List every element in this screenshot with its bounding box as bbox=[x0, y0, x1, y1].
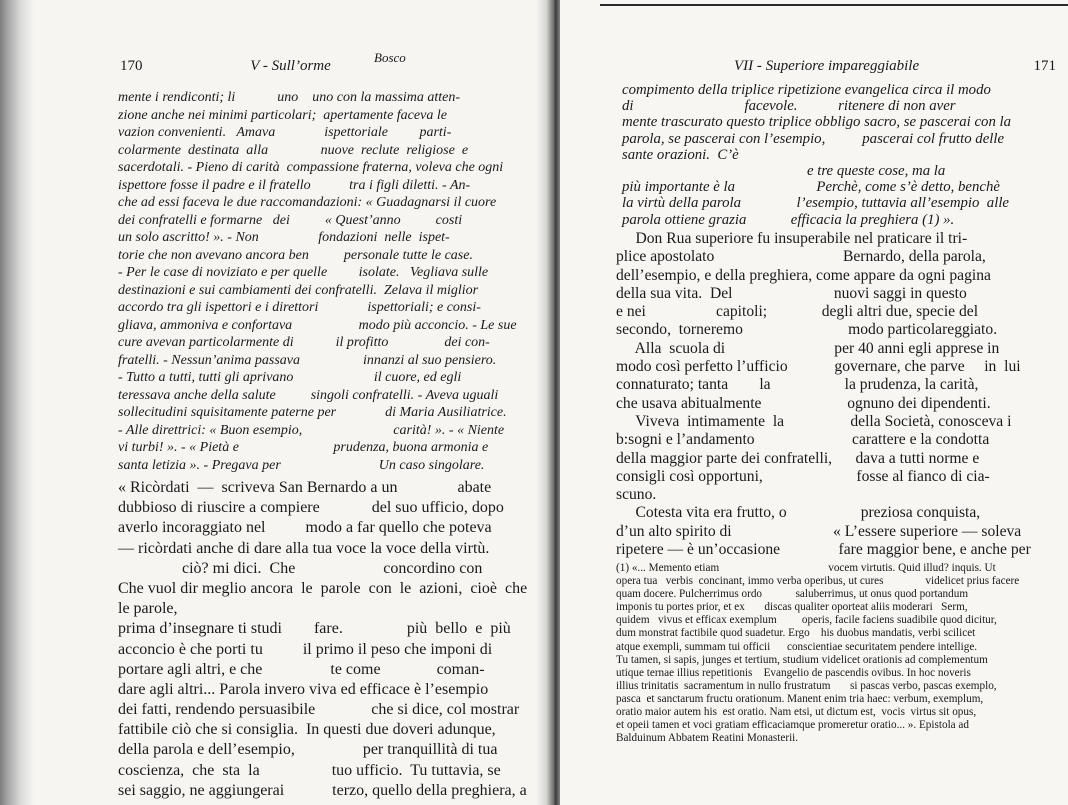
text-line: ciò? mi dici. Che concordino con bbox=[118, 559, 483, 577]
text-line: ripetere — è un’occasione fare maggior bene, e anche per bbox=[616, 541, 1031, 559]
text-line: che usava abitualmente ognuno dei dipendenti. bbox=[616, 394, 991, 412]
text-line: torie che non avevano ancora ben personale tutte le case. bbox=[118, 247, 473, 263]
right-running-head: VII - Superiore impareggiabile bbox=[734, 58, 920, 74]
text-line: vi turbi! ». - « Pietà e prudenza, buona armonia e bbox=[118, 440, 489, 455]
text-line: dubbioso di riuscire a compiere del suo ufficio, dopo bbox=[118, 499, 504, 517]
text-line: Che vuol dir meglio ancora le parole con le azioni, cioè che bbox=[118, 579, 528, 597]
text-line: gliava, ammoniva e confortava modo più acconcio. - Le sue bbox=[118, 317, 517, 333]
text-line: plice apostolato Bernardo, della parola, bbox=[616, 248, 986, 266]
text-line: consigli così opportuni, fosse al fianco di cia- bbox=[616, 467, 990, 485]
text-line: fattibile ciò che si consiglia. In questi due doveri adunque, bbox=[118, 721, 496, 739]
footnote-line: oratio maior autem his est oratio. Nam etsi, ut dictum est, vocis virtus sit opus, bbox=[616, 706, 977, 719]
text-line: cure avevan particolarmente di il profitto dei con- bbox=[118, 335, 490, 350]
text-line: dare agli altri... Parola invero viva ed efficace è l’esempio bbox=[118, 680, 489, 698]
footnote-line: illius trinitatis sacramentum in nullo frustratum si pascas verbo, pascas exemplo, bbox=[616, 679, 997, 692]
footnote-line: Tu tamen, si sapis, junges et tertium, studium videlicet orationis ad complementum bbox=[616, 653, 988, 666]
text-line: accordo tra gli ispettori e i direttori ispettoriali; e consi- bbox=[118, 300, 481, 315]
text-line: della sua vita. Del nuovi saggi in questo bbox=[616, 284, 967, 302]
right-italic-summary bbox=[622, 82, 1011, 228]
text-line: dei confratelli e formarne dei « Quest’anno costi bbox=[118, 212, 463, 228]
right-footnote bbox=[616, 562, 1019, 745]
text-line: secondo, torneremo modo particolareggiato. bbox=[616, 321, 998, 339]
left-running-head: V - Sull’orme bbox=[250, 58, 331, 74]
text-line: coscienza, che sta la tuo ufficio. Tu tuttavia, se bbox=[118, 761, 501, 779]
text-line: ispettore fosse il padre e il fratello tra i figli diletti. - An- bbox=[118, 177, 471, 193]
right-page-number: 171 bbox=[1033, 58, 1056, 74]
text-line: zione anche nei minimi particolari; apertamente faceva le bbox=[118, 107, 447, 123]
text-line: parola ottiene grazia efficacia la preghiera (1) ». bbox=[622, 211, 955, 228]
text-line: - Alle direttrici: « Buon esempio, carità! ». - « Niente bbox=[118, 422, 505, 438]
right-running-header bbox=[616, 58, 1056, 75]
text-line: mente trascurato questo triplice obbligo sacro, se pascerai con la bbox=[622, 114, 1012, 131]
footnote-line: et opeii tamen et voci gratiam efficaciamque promeretur oratio... ». Epistola ad bbox=[616, 719, 969, 732]
text-line: parola, se pascerai con l’esempio, pascerai col frutto delle bbox=[622, 130, 1005, 147]
text-line: sollecitudini squisitamente paterne per di Maria Ausiliatrice. bbox=[118, 405, 507, 420]
text-line: d’un alto spirito di « L’essere superiore — soleva bbox=[616, 522, 1022, 540]
text-line: sante orazioni. C’è bbox=[622, 146, 739, 163]
text-line: mente i rendiconti; li uno uno con la massima atten- bbox=[118, 90, 461, 105]
left-italic-summary bbox=[118, 88, 517, 473]
text-line: della maggior parte dei confratelli, dava a tutti norme e bbox=[616, 449, 980, 467]
text-line: prima d’insegnare ti studi fare. più bello e più bbox=[118, 620, 511, 638]
text-line: acconcio è che porti tu il primo il peso che imponi di bbox=[118, 640, 493, 658]
text-line: le parole, bbox=[118, 600, 178, 618]
footnote-line: Balduinum Abbatem Reatini Monasterii. bbox=[616, 732, 799, 745]
footnote-line: quidem vivus et efficax exemplum operis, facile faciens suadibile quod dicitur, bbox=[616, 614, 997, 627]
left-running-header bbox=[120, 50, 406, 75]
left-body-text bbox=[118, 478, 527, 801]
text-line: teressava anche della salute singoli confratelli. - Aveva uguali bbox=[118, 387, 499, 403]
text-line: fratelli. - Nessun’anima passava innanzi al suo pensiero. bbox=[118, 352, 497, 368]
text-line: - Tutto a tutti, tutti gli aprivano il cuore, ed egli bbox=[118, 370, 462, 385]
text-line: compimento della triplice ripetizione evangelica circa il modo bbox=[622, 82, 991, 98]
text-line: portare agli altri, e che te come coman- bbox=[118, 660, 485, 678]
text-line: che ad essi faceva le due raccomandazioni: « Guadagnarsi il cuore bbox=[118, 195, 497, 210]
footnote-line: pasca et sanctarum fructu orationum. Manent enim tria haec: verbum, exemplum, bbox=[616, 692, 984, 705]
footnote-line: dum monstrat factibile quod suadetur. Ergo his duobus mandatis, verbi scilicet bbox=[616, 627, 976, 640]
text-line: la virtù della parola l’esempio, tuttavia all’esempio alle bbox=[622, 195, 1009, 212]
text-line: averlo incoraggiato nel modo a far quello che poteva bbox=[118, 519, 492, 537]
text-line: modo così perfetto l’ufficio governare, che parve in lui bbox=[616, 358, 1021, 376]
left-running-head-extra: Bosco bbox=[374, 50, 406, 65]
text-line: - Per le case di noviziato e per quelle isolate. Vegliava sulle bbox=[118, 265, 489, 280]
text-line: — ricòrdati anche di dare alla tua voce la voce della virtù. bbox=[118, 539, 490, 557]
left-page-edge-shadow bbox=[0, 0, 34, 805]
text-line: sei saggio, ne aggiungerai terzo, quello della preghiera, a bbox=[118, 781, 527, 799]
text-line: dei fatti, rendendo persuasibile che si dice, col mostrar bbox=[118, 701, 520, 719]
text-line: connaturato; tanta la la prudenza, la carità, bbox=[616, 376, 979, 394]
text-line: « Ricòrdati — scriveva San Bernardo a un abate bbox=[118, 479, 492, 496]
text-line: più importante è la Perchè, come s’è detto, benchè bbox=[622, 179, 1000, 196]
footnote-line: utique ternae illius repetitionis Evangelio de pascendis ovibus. In hoc noveris bbox=[616, 666, 971, 679]
text-line: un solo ascritto! ». - Non fondazioni nelle ispet- bbox=[118, 230, 450, 245]
text-line: Viveva intimamente la della Società, conosceva i bbox=[616, 412, 1012, 430]
text-line: Cotesta vita era frutto, o preziosa conquista, bbox=[616, 504, 981, 522]
text-line: scuno. bbox=[616, 486, 657, 504]
text-line: dell’esempio, e della preghiera, come appare da ogni pagina bbox=[616, 266, 991, 284]
text-line: di facevole. ritenere di non aver bbox=[622, 98, 956, 115]
text-line: vazion convenienti. Amava ispettoriale parti- bbox=[118, 125, 452, 140]
right-body-text bbox=[616, 230, 1031, 559]
top-edge-rule bbox=[600, 4, 1068, 6]
text-line: e tre queste cose, ma la bbox=[622, 162, 946, 179]
text-line: della parola e dell’esempio, per tranquillità di tua bbox=[118, 741, 498, 759]
footnote-line: atque exempli, summam tui officii conscientiae securitatem pendere intellige. bbox=[616, 640, 978, 653]
text-line: Don Rua superiore fu insuperabile nel praticare il tri- bbox=[616, 230, 968, 247]
text-line: e nei capitoli; degli altri due, specie del bbox=[616, 303, 979, 321]
footnote-line: (1) «... Memento etiam vocem virtutis. Quid illud? inquis. Ut bbox=[616, 562, 996, 574]
text-line: Alla scuola di per 40 anni egli apprese in bbox=[616, 339, 1000, 357]
text-line: b:sogni e l’andamento carattere e la condotta bbox=[616, 431, 990, 449]
footnote-line: opera tua verbis concinant, immo verba operibus, ut cures videlicet prius facere bbox=[616, 575, 1020, 588]
text-line: destinazioni e sui cambiamenti dei confratelli. Zelava il miglior bbox=[118, 282, 479, 298]
footnote-line: imponis tu portes prior, et ex discas qualiter oporteat aliis moderari Serm, bbox=[616, 601, 968, 614]
text-line: sacerdotali. - Pieno di carità compassione fraterna, voleva che ogni bbox=[118, 160, 504, 175]
left-page-number: 170 bbox=[120, 58, 143, 74]
text-line: colarmente destinata alla nuove reclute religiose e bbox=[118, 142, 469, 158]
right-page bbox=[560, 0, 1068, 805]
footnote-line: quam docere. Pulcherrimus ordo saluberrimus, ut onus quod portandum bbox=[616, 588, 969, 601]
text-line: santa letizia ». - Pregava per Un caso singolare. bbox=[118, 457, 485, 473]
